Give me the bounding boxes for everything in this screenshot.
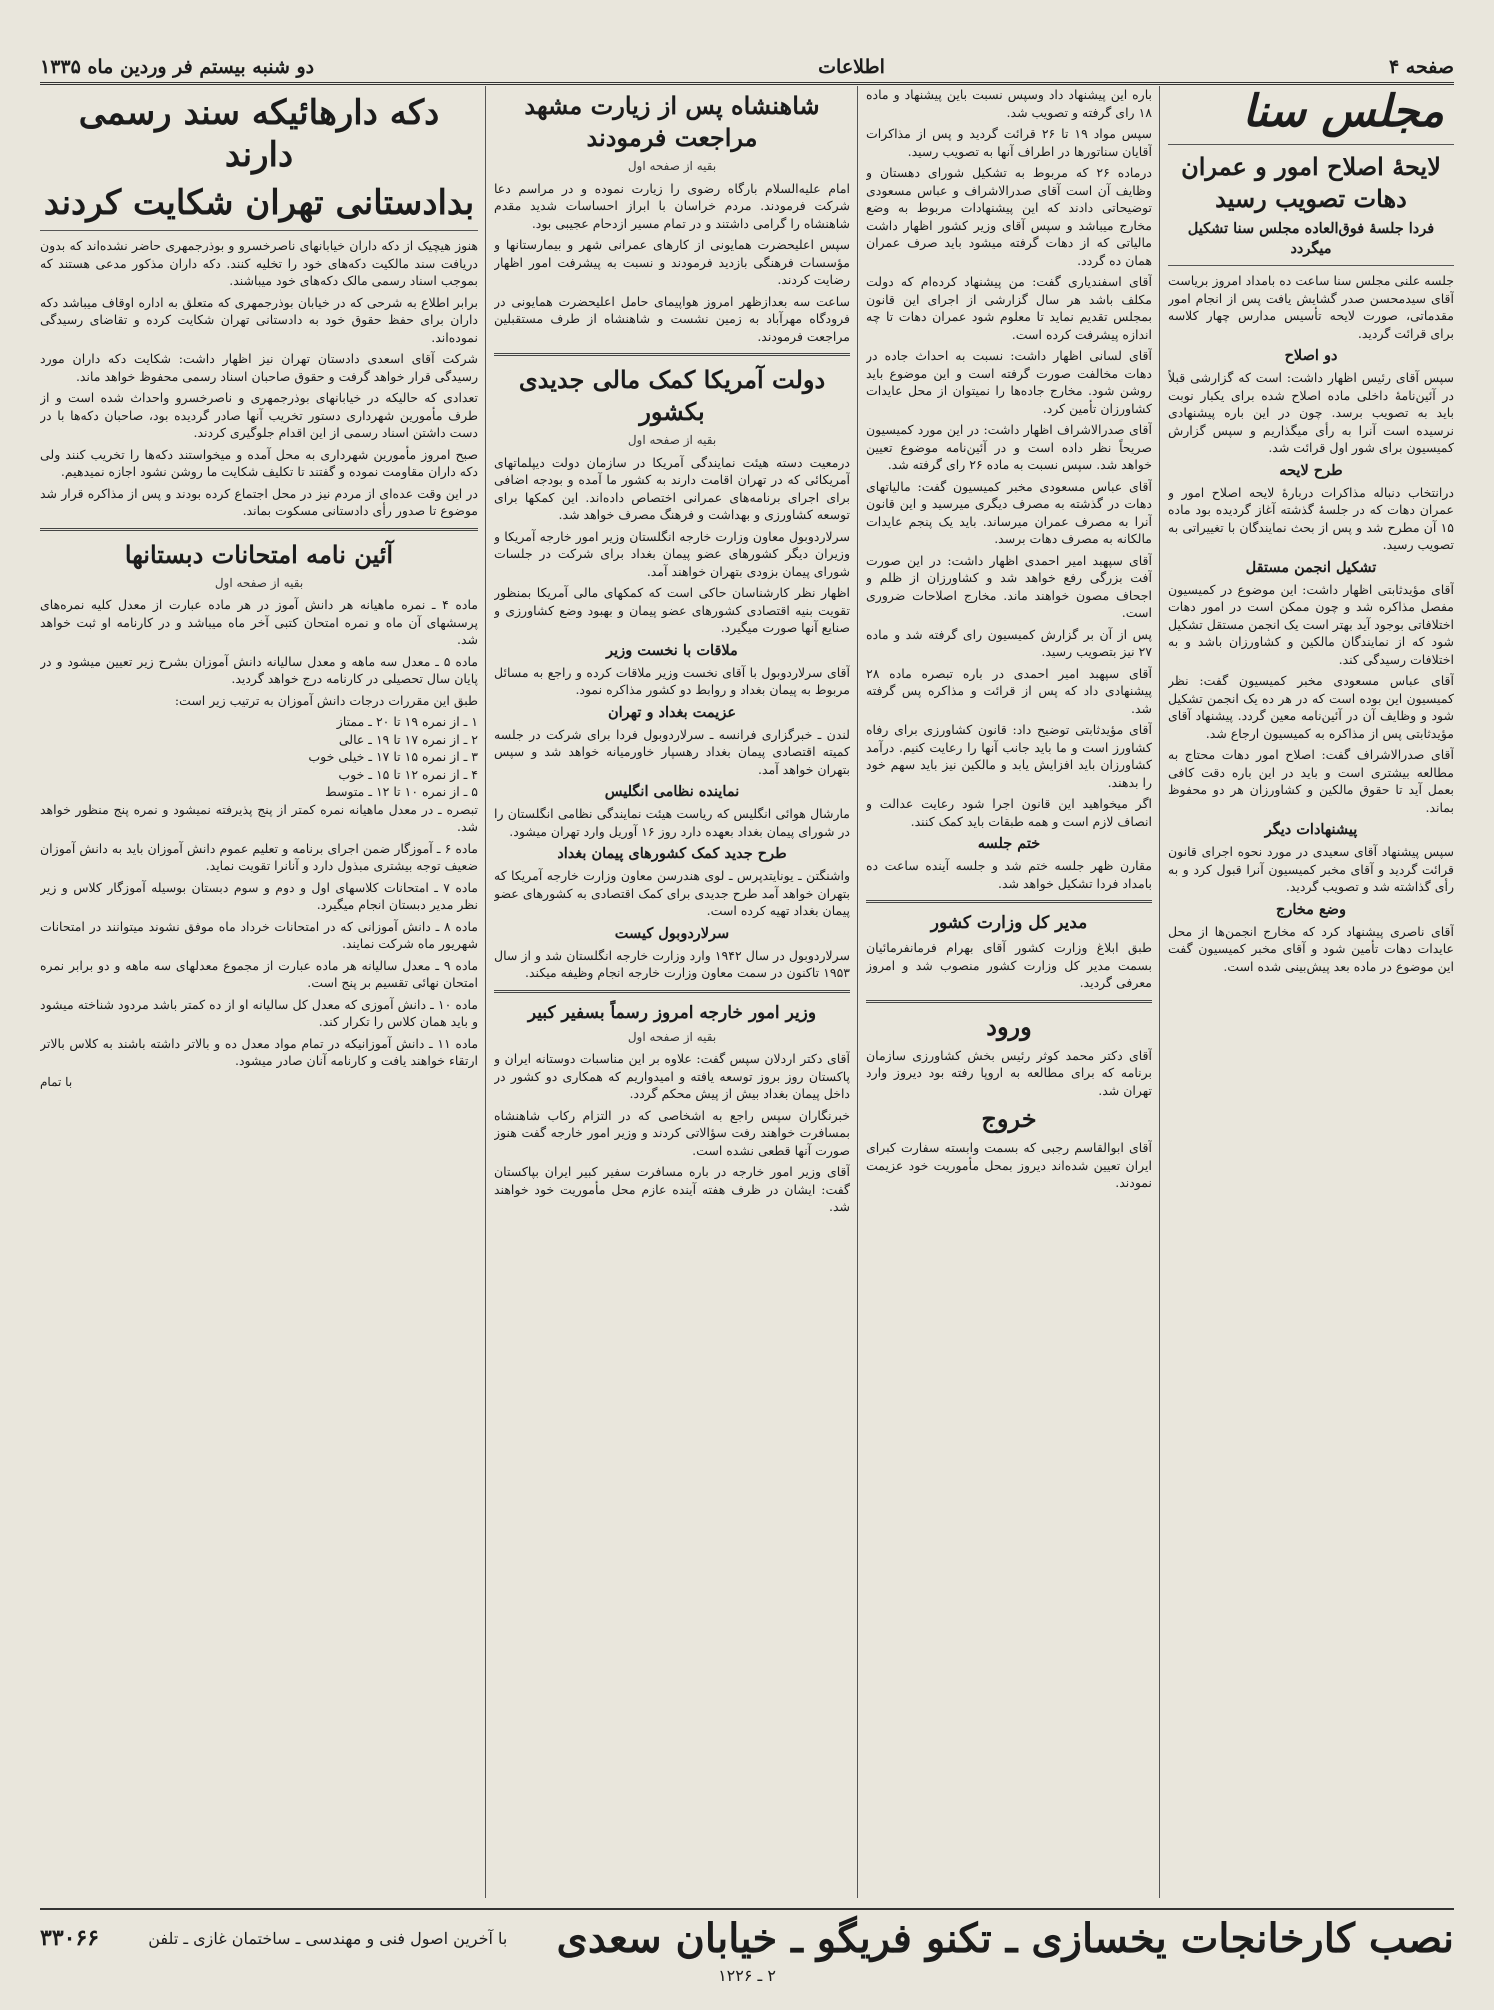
session-end-subhead: ختم جلسه — [977, 835, 1041, 852]
column-shah-and-us-aid — [494, 86, 850, 1896]
column-senate — [1168, 86, 1454, 1896]
article-paragraph: آقای اسفندیاری گفت: من پیشنهاد کرده‌ام که دولت مکلف باشد هر سال گزارشی از اجرای این قانون بمجلس تقدیم نماید تا معلوم شود عمران دهات تا چه اندازه پیشرفت کرده است. — [866, 274, 1152, 342]
article-paragraph: باره این پیشنهاد داد وسپس نسبت باین پیشنهاد و ماده ۱۸ رای گرفته و تصویب شد. — [866, 87, 1152, 120]
article-paragraph: طبق ابلاغ وزارت کشور آقای بهرام فرمانفرمائیان بسمت مدیر کل وزارت کشور منصوب شد و امروز معرفی گردید. — [866, 940, 1152, 990]
article-paragraph: سرلاردوبول در سال ۱۹۴۲ وارد وزارت خارجه انگلستان شد و از سال ۱۹۵۳ تاکنون در سمت معاون وزارت خارجه انجام وظیفه میکند. — [494, 947, 850, 980]
continued-note: بقیه از صفحه اول — [627, 159, 717, 173]
article-subhead: سرلاردوبول کیست — [614, 924, 730, 942]
interior-ministry-headline: مدیر کل وزارت کشور — [930, 913, 1088, 933]
article-paragraph: در این وقت عده‌ای از مردم نیز در محل اجتماع کرده بودند و پس از مذاکره قرار شد موضوع تا صدور رأی دادستانی مسکوت بماند. — [40, 485, 478, 518]
senate-subhead: پیشنهادات دیگر — [1264, 821, 1358, 838]
article-paragraph: واشنگتن ـ یونایتدپرس ـ لوی هندرسن معاون وزارت خارجه آمریکا که بتهران خواهد آمد طرح جدیدی برای کمک اقتصادی به کشورهای عضو پیمان بغداد تهیه کرده است. — [494, 868, 850, 918]
senate-paragraph: سپس آقای رئیس اظهار داشت: است که گزارشی قبلاً در آئین‌نامهٔ داخلی ماده اصلاح شده برای یکبار نوبت باید به تصویب برسد. چون در این باره پیشنهادی نرسیده است آنرا به رأی میگذاریم و سپس گزارش کمیسیون برای شور اول قرائت شد. — [1168, 370, 1454, 455]
article-subhead: طرح جدید کمک کشورهای پیمان بغداد — [557, 845, 787, 862]
article-paragraph: تعدادی که حالیکه در خیابانهای بوذرجمهری و ناصرخسرو واحداث شده است و از طرف مأمورین شهرداری دستور تخریب آنها صادر گردیده بود، صاحبان دکه‌ها با در دست داشتن اسناد رسمی از این اقدام جلوگیری کردند. — [40, 390, 478, 440]
article-paragraph: آقای مؤیدثابتی توضیح داد: قانون کشاورزی برای رفاه کشاورز است و ما باید جانب آنها را رعایت کنیم. درآمد کشاورزان باید افزایش یابد و مالکین نیز باید سهم خود را بدهند. — [866, 722, 1152, 790]
article-paragraph: خبرنگاران سپس راجع به اشخاصی که در التزام رکاب شاهنشاه بمسافرت خواهند رفت سؤالاتی کردند و وزیر امور خارجه گفت هنوز صورت آنها قطعی نشده است. — [494, 1107, 850, 1158]
foreign-minister-headline: وزیر امور خارجه امروز رسماً بسفیر کبیر — [527, 1002, 817, 1023]
article-paragraph: مارشال هوائی انگلیس که ریاست هیئت نمایندگی نظامی انگلستان را در شورای پیمان بغداد بعهده دارد روز ۱۶ آوریل وارد تهران میشود. — [494, 806, 850, 839]
article-paragraph: ماده ۱۰ ـ دانش آموزی که معدل کل سالیانه او از ده کمتر باشد مردود شناخته میشود و باید همان کلاس را تکرار کند. — [40, 996, 478, 1029]
continued-note: بقیه از صفحه اول — [214, 575, 304, 590]
issue-date: دو شنبه بیستم فر وردین ماه ۱۳۳۵ — [40, 56, 315, 78]
article-paragraph: آقای عباس مسعودی مخبر کمیسیون گفت: مالیاتهای دهات در گذشته به مصرف دیگری میرسید و این قانون آنرا به مصرف عمران میرساند. باید یک پنجم عایدات مالکانه به مصرف دهات برسد. — [866, 478, 1152, 546]
column-kiosks-and-exams — [40, 86, 478, 1896]
senate-paragraph: سپس پیشنهاد آقای سعیدی در مورد نحوه اجرای قانون قرائت گردید و آقای مخبر کمیسیون آنرا قبول کرد و به رأی گذاشته شد و تصویب گردید. — [1168, 844, 1454, 894]
page-number: صفحه ۴ — [1388, 56, 1454, 78]
senate-paragraph: آقای صدرالاشراف گفت: اصلاح امور دهات محتاج به مطالعه بیشتری است و باید در این باره دقت کافی بعمل آید تا حقوق مالکین و کشاورزان هر دو محفوظ بماند. — [1168, 747, 1454, 815]
article-paragraph: درمعیت دسته هیئت نمایندگی آمریکا در سازمان دولت دیپلماتهای آمریکائی که در تهران اقامت دارند به کشور ما آمده و بودجه اضافی برای اجرای برنامه‌های عمرانی اختصاص داده‌اند. این کمکها برای توسعه کشاورزی و بهداشت و فرهنگ مصرف خواهد شد. — [494, 454, 850, 522]
article-paragraph: اظهار نظر کارشناسان حاکی است که کمکهای مالی آمریکا بمنظور تقویت بنیه اقتصادی کشورهای عضو پیمان و بهبود وضع کشاورزی و صنایع آنها صورت میگیرد. — [494, 585, 850, 635]
senate-logo: مجلس سنا — [1242, 86, 1444, 137]
senate-headline: لایحهٔ اصلاح امور و عمران دهات تصویب رسید — [1181, 152, 1441, 213]
senate-paragraph: درانتخاب دنباله مذاکرات دربارهٔ لایحه اصلاح امور و عمران دهات که در جلسهٔ گذشته آغاز گردیده بود ماده ۱۵ آن مطرح شد و پس از بحث نمایندگان با تغییراتی به تصویب رسید. — [1168, 484, 1454, 552]
article-paragraph: آقای سپهبد امیر احمدی در باره تبصره ماده ۲۸ پیشنهادی داد که پس از قرائت و مذاکره پس گرفته شد. — [866, 665, 1152, 716]
article-paragraph: سپس مواد ۱۹ تا ۲۶ قرائت گردید و پس از مذاکرات آقایان سناتورها در اطراف آنها به تصویب رسید. — [866, 126, 1152, 159]
senate-subhead: دو اصلاح — [1284, 347, 1338, 364]
exam-regulation-headline: آئین نامه امتحانات دبستانها — [124, 539, 394, 569]
article-paragraph: اگر میخواهید این قانون اجرا شود رعایت عدالت و انصاف لازم است و همه طبقات باید کمک کنند. — [866, 796, 1152, 829]
ad-code: ۲ ـ ۱۲۲۶ — [718, 1966, 776, 1985]
article-paragraph: امام علیه‌السلام بارگاه رضوی را زیارت نموده و در مراسم دعا شرکت فرمودند. مردم خراسان با ابراز احساسات شدید مقدم شاهنشاه را گرامی داشتند و در تمام مسیر ازدحام عجیبی بود. — [494, 180, 850, 231]
senate-paragraph: آقای عباس مسعودی مخبر کمیسیون گفت: نظر کمیسیون این بوده است که در هر ده یک انجمن تشکیل شود و وظایف آن در آئین‌نامه معین گردد. پیشنهاد آقای مؤیدثابتی پس از مذاکره به کمیسیون ارجاع شد. — [1168, 673, 1454, 741]
senate-subhead: وضع مخارج — [1276, 900, 1346, 918]
article-paragraph: آقای صدرالاشراف اظهار داشت: در این مورد کمیسیون صریحاً نظر داده است و در آئین‌نامه موضوع تعیین خواهد شد. سپس نسبت به ماده ۲۶ رای گرفته شد. — [866, 422, 1152, 472]
article-paragraph: ماده ۷ ـ امتحانات کلاسهای اول و دوم و سوم دبستان بوسیله آموزگار کلاس و زیر نظر مدیر دبستان انجام میگیرد. — [40, 879, 478, 912]
senate-paragraph: جلسه علنی مجلس سنا ساعت ده بامداد امروز بریاست آقای سیدمحسن صدر گشایش یافت پس از انجام امور مقدماتی، صورت لایحه تأسیس مدارس چهار کلاسه برای قرائت گردید. — [1168, 273, 1454, 341]
article-paragraph: ساعت سه بعدازظهر امروز هواپیمای حامل اعلیحضرت همایونی در فرودگاه مهرآباد به زمین نشست و شاهنشاه از طرف مستقبلین مراجعت فرمودند. — [494, 293, 850, 344]
article-paragraph: ماده ۴ ـ نمره ماهیانه هر دانش آموز در هر ماده عبارت از معدل کلیه نمره‌های پرسشهای آن ماه و نمره امتحان کتبی آخر ماه میباشد و در کارنامه او ثبت خواهد شد. — [40, 597, 478, 647]
shah-return-headline: شاهنشاه پس از زیارت مشهد مراجعت فرمودند — [524, 91, 820, 152]
article-subhead: ملاقات با نخست وزیر — [606, 641, 738, 659]
senate-paragraph: آقای ناصری پیشنهاد کرد که مخارج انجمن‌ها از محل عایدات دهات تأمین شود و آقای مخبر کمیسیون گفت این موضوع در ماده بعد پیش‌بینی شده است. — [1168, 923, 1454, 974]
article-paragraph: شرکت آقای اسعدی دادستان تهران نیز اظهار داشت: شکایت دکه داران مورد رسیدگی قرار خواهد گرفت و حقوق صاحبان اسناد رسمی محفوظ خواهد ماند. — [40, 351, 478, 384]
article-paragraph: درماده ۲۶ که مربوط به تشکیل شورای دهستان و وظایف آن است آقای صدرالاشراف و عباس مسعودی توضیحاتی دادند که این پیشنهادات مربوط به وضع مخارج میباشد و سپس آقای وزیر کشور اظهار داشت مالیاتی که از دهات گرفته میشود باید صرف عمران همان ده گردد. — [866, 165, 1152, 268]
article-paragraph: برابر اطلاع به شرحی که در خیابان بوذرجمهری که متعلق به اداره اوقاف میباشد دکه داران برای حفظ حقوق خود به دادستانی تهران شکایت کرده و تقاضای رسیدگی نموده‌اند. — [40, 294, 478, 345]
article-paragraph: آقای دکتر محمد کوثر رئیس بخش کشاورزی سازمان برنامه که برای مطالعه به اروپا رفته بود دیروز وارد تهران شد. — [866, 1047, 1152, 1098]
article-paragraph: آقای ابوالقاسم رجبی که بسمت وابسته سفارت کبرای ایران تعیین شده‌اند دیروز بمحل مأموریت خود عزیمت نمودند. — [866, 1140, 1152, 1190]
article-paragraph: صبح امروز مأمورین شهرداری به محل آمده و میخواستند دکه‌ها را تخریب کنند ولی دکه داران مقاومت نموده و گفتند تا تکلیف شکایت ما روشن نشود اجازه نمیدهیم. — [40, 446, 478, 479]
article-paragraph: پس از آن بر گزارش کمیسیون رای گرفته شد و ماده ۲۷ نیز بتصویب رسید. — [866, 626, 1152, 659]
senate-subhead: طرح لایحه — [1279, 461, 1343, 479]
grade-list-item: ۴ ـ از نمره ۱۲ تا ۱۵ ـ خوب — [338, 766, 478, 782]
article-subhead: عزیمت بغداد و تهران — [608, 703, 736, 721]
continued-note: بقیه از صفحه اول — [627, 433, 717, 447]
column-rule — [857, 86, 858, 1898]
article-paragraph: آقای لسانی اظهار داشت: نسبت به احداث جاده در دهات مخالفت صورت گرفته است و این موضوع باید روشن شود. مخارج جاده‌ها را نمیتوان از محل عایدات کشاورزان تأمین کرد. — [866, 348, 1152, 416]
article-paragraph: آقای وزیر امور خارجه در باره مسافرت سفیر کبیر ایران بپاکستان گفت: ایشان در ظرف هفته آینده عازم محل مأموریت خود خواهند شد. — [494, 1164, 850, 1214]
ad-headline: نصب کارخانجات یخسازی ـ تکنو فریگو ـ خیابان سعدی — [556, 1914, 1454, 1962]
article-paragraph: ماده ۵ ـ معدل سه ماهه و معدل سالیانه دانش آموزان بشرح زیر تعیین میشود و در پایان سال تحصیلی در کارنامه درج خواهد گردید. — [40, 653, 478, 686]
continued-note: بقیه از صفحه اول — [627, 1029, 717, 1044]
article-paragraph: هنوز هیچیک از دکه داران خیابانهای ناصرخسرو و بوذرجمهری حاضر نشده‌اند که بدون دریافت سند مالکیت دکه‌های خود را تخلیه کنند. دکه داران مذکور مدعی هستند که بموجب اسناد رسمی مالک دکه‌های خود میباشند. — [40, 238, 478, 288]
arrivals-headline: ورود — [986, 1011, 1032, 1041]
grade-list-item: ۱ ـ از نمره ۱۹ تا ۲۰ ـ ممتاز — [336, 714, 478, 729]
kiosk-headline: دکه دارهائیکه سند رسمی دارند — [78, 93, 440, 175]
article-end-mark: با تمام — [40, 1074, 73, 1089]
grade-list-item: ۳ ـ از نمره ۱۵ تا ۱۷ ـ خیلی خوب — [308, 749, 478, 764]
us-aid-headline: دولت آمریکا کمک مالی جدیدی بکشور — [518, 365, 826, 426]
article-paragraph: آقای سپهبد امیر احمدی اظهار داشت: در این صورت آفت بزرگی رفع خواهد شد و کشاورزان از ظلم و اجحاف مصون خواهند ماند. مخارج اصلاحات ضروری است. — [866, 552, 1152, 620]
article-paragraph: آقای دکتر اردلان سپس گفت: علاوه بر این مناسبات دوستانه ایران و پاکستان روز بروز توسعه یافته و امیدواریم که همکاری دو کشور در داخل پیمان بغداد بیش از پیش محکم گردد. — [494, 1051, 850, 1101]
senate-paragraph: آقای مؤیدثابتی اظهار داشت: این موضوع در کمیسیون مفصل مذاکره شد و چون ممکن است در امور دهات اختلافاتی بوجود آید بهتر است یک انجمن مستقل تشکیل شود که از نمایندگان مالکین و کشاورزان باشد و به اختلافات رسیدگی کند. — [1168, 581, 1454, 667]
article-paragraph: مقارن ظهر جلسه ختم شد و جلسه آینده ساعت ده بامداد فردا تشکیل خواهد شد. — [866, 858, 1152, 891]
article-paragraph: ماده ۶ ـ آموزگار ضمن اجرای برنامه و تعلیم عموم دانش آموزان باید به دانش آموزان ضعیف توجه بیشتری مبذول دارد و آنانرا تقویت نماید. — [40, 840, 478, 873]
article-subhead: نماینده نظامی انگلیس — [604, 783, 740, 800]
article-paragraph: سرلاردوبول معاون وزارت خارجه انگلستان وزیر امور خارجه آمریکا و وزیران دیگر کشورهای عضو پیمان بغداد برای شرکت در جلسات شورای پیمان بزودی بتهران خواهند آمد. — [494, 528, 850, 579]
departures-headline: خروج — [981, 1104, 1037, 1133]
ad-subtext: با آخرین اصول فنی و مهندسی ـ ساختمان غازی ـ تلفن — [148, 1928, 508, 1948]
article-paragraph: طبق این مقررات درجات دانش آموزان به ترتیب زیر است: — [174, 692, 478, 708]
grade-list — [40, 713, 478, 801]
senate-subheadline: فردا جلسهٔ فوق‌العاده مجلس سنا تشکیل میگردد — [1187, 220, 1435, 257]
article-paragraph: لندن ـ خبرگزاری فرانسه ـ سرلاردوبول فردا برای شرکت در جلسه کمیته اقتصادی پیمان بغداد رهسپار خاورمیانه خواهد شد و سپس بتهران خواهد آمد. — [494, 726, 850, 777]
article-paragraph: ماده ۸ ـ دانش آموزانی که در امتحانات خرداد ماه موفق نشوند میتوانند در امتحانات شهریور ماه شرکت نمایند. — [40, 918, 478, 951]
advertisement-banner — [40, 1908, 1454, 1966]
article-paragraph: سپس اعلیحضرت همایونی از کارهای عمرانی شهر و بیمارستانها و مؤسسات فرهنگی بازدید فرمودند و نسبت به پیشرفت امور اظهار رضایت کردند. — [494, 237, 850, 287]
column-rule — [1159, 86, 1160, 1898]
senate-subhead: تشکیل انجمن مستقل — [1245, 558, 1377, 576]
article-paragraph: آقای سرلاردوبول با آقای نخست وزیر ملاقات کرده و راجع به مسائل مربوط به پیمان بغداد و روابط دو کشور مذاکره نمود. — [494, 664, 850, 697]
column-rule — [485, 86, 486, 1898]
article-paragraph: تبصره ـ در معدل ماهیانه نمره کمتر از پنج پذیرفته نمیشود و نمره پنج منظور خواهد شد. — [40, 801, 478, 834]
article-paragraph: ماده ۱۱ ـ دانش آموزانیکه در تمام مواد معدل ده و بالاتر داشته باشند به کلاس بالاتر ارتقاء خواهند یافت و کارنامه آنان صادر میشود. — [40, 1035, 478, 1068]
ad-telephone: ۳۳۰۶۶ — [40, 1925, 100, 1951]
newspaper-name: اطلاعات — [818, 56, 885, 78]
column-senate-continued — [866, 86, 1152, 1896]
kiosk-headline-line2: بدادستانی تهران شکایت کردند — [43, 183, 475, 223]
grade-list-item: ۲ ـ از نمره ۱۷ تا ۱۹ ـ عالی — [338, 731, 478, 747]
article-paragraph: ماده ۹ ـ معدل سالیانه هر ماده عبارت از مجموع معدلهای سه ماهه و دو برابر نمره امتحان نهائی تقسیم بر پنج است. — [40, 957, 478, 990]
masthead — [40, 48, 1454, 85]
grade-list-item: ۵ ـ از نمره ۱۰ تا ۱۲ ـ متوسط — [325, 784, 478, 799]
